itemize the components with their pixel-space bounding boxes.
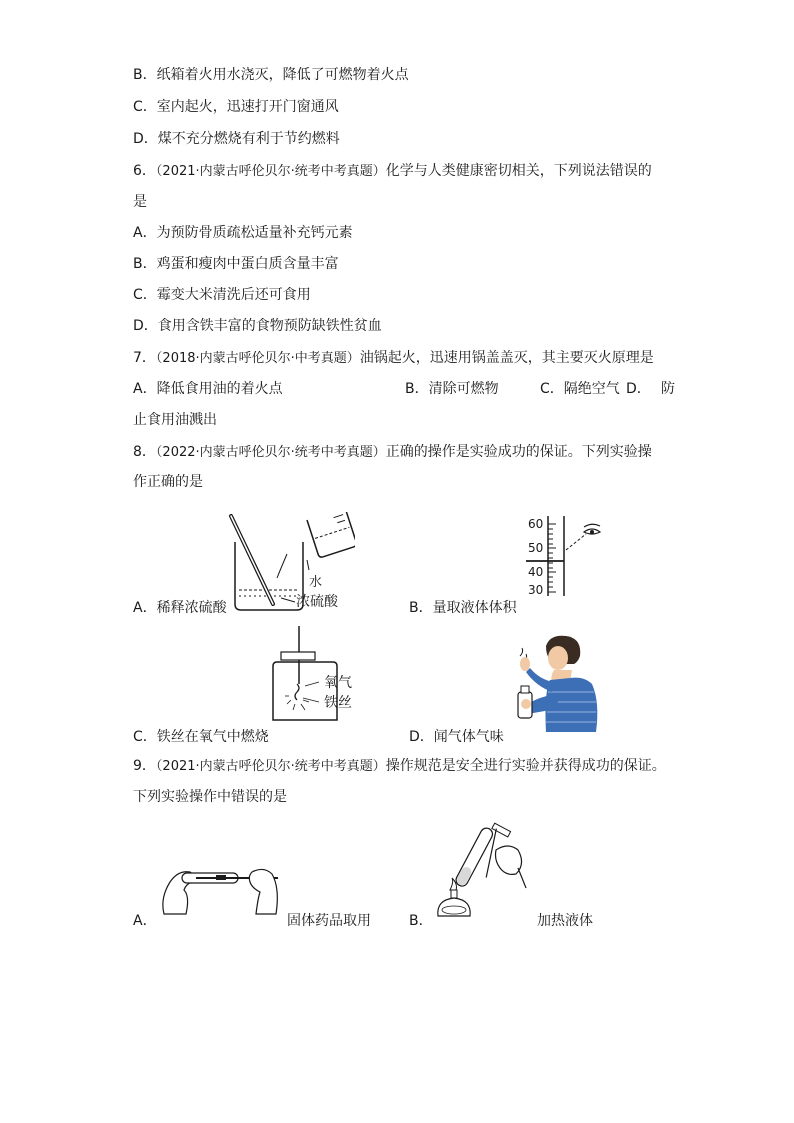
smelling-gas-figure	[510, 632, 600, 732]
q7-option-a: A．降低食用油的着火点	[133, 381, 283, 397]
q7-source: （2018·内蒙古呼伦贝尔·中考真题）	[155, 351, 360, 366]
solid-reagent-figure	[156, 848, 286, 918]
bottle-stopper	[281, 652, 315, 660]
q7-option-b: B．清除可燃物	[405, 381, 499, 397]
q5-option-c: C．室内起火，迅速打开门窗通风	[133, 99, 339, 115]
q9-option-b: B．	[409, 913, 433, 929]
q6-option-c: C．霉变大米清洗后还可食用	[133, 287, 311, 303]
q8-stem: 正确的操作是实验成功的保证。下列实验操	[385, 444, 652, 460]
tick-label: 50	[528, 541, 544, 555]
q8-option-d: D．闻气体气味	[409, 729, 504, 745]
tick-label: 30	[528, 583, 544, 597]
q7-stem	[133, 349, 654, 368]
q8-option-c: C．铁丝在氧气中燃烧	[133, 729, 269, 745]
q5-option-d: D．煤不充分燃烧有利于节约燃料	[133, 131, 340, 147]
q6-number: 6．	[133, 163, 156, 179]
sparks-icon	[285, 696, 309, 710]
pouring-stream	[277, 554, 287, 578]
q7-option-d-continued: 止食用油溅出	[133, 412, 217, 428]
pouring-beaker-icon	[307, 512, 355, 558]
iron-wire-label: 铁丝	[324, 695, 352, 711]
water-label: 水	[309, 575, 323, 590]
q6-stem: 化学与人类健康密切相关，下列说法错误的	[385, 163, 652, 179]
q9-option-b-caption: 加热液体	[537, 913, 593, 929]
q9-option-a-caption: 固体药品取用	[287, 913, 371, 929]
q7-stem-text: 油锅起火，迅速用锅盖盖灭，其主要灭火原理是	[359, 350, 654, 366]
q5-option-b: B．纸箱着火用水浇灭，降低了可燃物着火点	[133, 67, 409, 83]
q9-stem-line1	[133, 757, 666, 776]
q8-source: （2022·内蒙古呼伦贝尔·统考中考真题）	[155, 445, 386, 460]
hand-icon	[496, 846, 527, 888]
q8-stem-line1	[133, 443, 652, 462]
q6-option-d: D．食用含铁丰富的食物预防缺铁性贫血	[133, 318, 382, 334]
q9-stem: 操作规范是安全进行实验并获得成功的保证。	[385, 758, 666, 774]
wire-coil	[295, 684, 299, 700]
heating-liquid-figure	[430, 820, 540, 928]
q8-stem-line2: 作正确的是	[133, 474, 203, 490]
q7-option-d-head: D．	[626, 381, 651, 397]
oxygen-label: 氧气	[324, 675, 352, 691]
q6-source: （2021·内蒙古呼伦贝尔·统考中考真题）	[155, 164, 386, 179]
q9-number: 9．	[133, 758, 156, 774]
test-tube-icon	[454, 826, 495, 888]
q8-option-b: B．量取液体体积	[409, 600, 517, 616]
student-illustration	[526, 636, 597, 732]
right-hand-icon	[249, 869, 277, 914]
q7-option-c: C．隔绝空气	[540, 381, 620, 397]
q6-option-a: A．为预防骨质疏松适量补充钙元素	[133, 225, 353, 241]
q6-option-b: B．鸡蛋和瘦肉中蛋白质含量丰富	[133, 256, 339, 272]
acid-label: 浓硫酸	[296, 594, 338, 610]
sight-line	[566, 534, 586, 550]
graduated-cylinder-figure	[520, 514, 610, 598]
q7-number: 7．	[133, 350, 156, 366]
q8-number: 8．	[133, 444, 156, 460]
q6-stem-line2: 是	[133, 194, 147, 210]
q8-option-a: A．稀释浓硫酸	[133, 600, 227, 616]
q9-source: （2021·内蒙古呼伦贝尔·统考中考真题）	[155, 759, 386, 774]
q7-option-d-tail: 防	[661, 381, 675, 397]
tick-label: 60	[528, 517, 544, 531]
q6-stem-line1	[133, 162, 652, 181]
eye-icon	[584, 524, 600, 534]
tick-label: 40	[528, 565, 544, 579]
q9-stem-line2: 下列实验操作中错误的是	[133, 789, 287, 805]
hand-icon	[521, 699, 531, 709]
q9-option-a: A．	[133, 913, 157, 929]
